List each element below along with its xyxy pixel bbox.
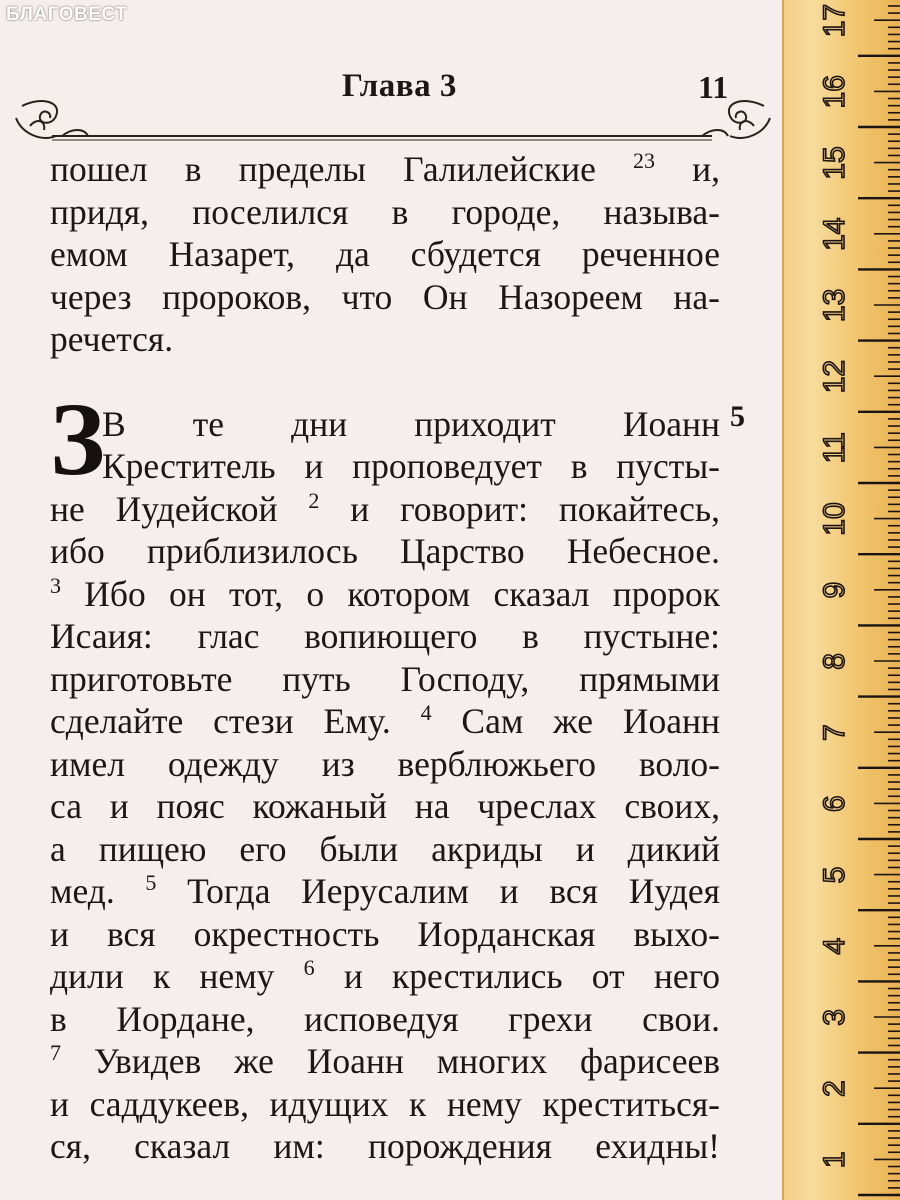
text-line: емом Назарет, да сбудется реченное <box>50 234 720 274</box>
verse-number: 3 <box>50 572 61 598</box>
text-line: приготовьте путь Господу, прямыми <box>50 658 720 699</box>
verse-number: 5 <box>145 870 157 895</box>
text-line: через пророков, что Он Назореем на- <box>50 276 720 317</box>
text-line: и вся окрестность Иорданская выхо- <box>50 913 720 954</box>
ruler-label: 1 <box>817 1151 851 1169</box>
text-line: $^3$ Ибо он тот, о котором сказал пророк <box>50 572 720 614</box>
ruler-label: 16 <box>817 75 851 109</box>
text-line: дили к нему $^6$ и крестились от него <box>50 955 720 996</box>
verse-number: 23 <box>632 148 655 173</box>
text-line: придя, поселился в городе, называ- <box>50 191 720 232</box>
ruler-label: 9 <box>817 581 851 599</box>
ruler-label: 5 <box>817 866 851 884</box>
text-line: в Иордане, исповедуя грехи свои. <box>50 998 720 1039</box>
ruler-label: 7 <box>817 724 851 741</box>
text-line: $^7$ Увидев же Иоанн многих фарисеев <box>50 1040 720 1081</box>
text-line: мед. $^5$ Тогда Иерусалим и вся Иудея <box>50 870 720 911</box>
ruler-label: 2 <box>817 1080 851 1097</box>
ruler-scale <box>784 0 900 1200</box>
ruler-label: 4 <box>817 937 851 955</box>
ruler-label: 10 <box>817 502 851 536</box>
text-line: не Иудейской $^2$ и говорит: покайтесь, <box>50 487 721 529</box>
text-line: имел одежду из верблюжьего воло- <box>50 743 720 784</box>
text-line: ся, сказал им: порождения ехидны! <box>50 1126 720 1166</box>
drop-cap: З <box>50 382 105 497</box>
verse-number: 6 <box>303 955 315 980</box>
text-line: Креститель и проповедует в пусты- <box>102 446 720 486</box>
ruler-label: 8 <box>817 653 851 670</box>
ruler-label: 3 <box>817 1009 851 1026</box>
ruler-label: 11 <box>817 432 851 464</box>
ruler-label: 13 <box>817 288 851 323</box>
text-line: са и пояс кожаный на чреслах своих, <box>50 786 720 826</box>
ruler-label: 6 <box>817 795 851 813</box>
ruler-label: 17 <box>817 3 851 38</box>
watermark: БЛАГОВЕСТ <box>6 4 128 25</box>
text-line: Исаия: глас вопиющего в пустыне: <box>50 616 720 656</box>
body-text <box>50 148 720 1168</box>
ruler-label: 15 <box>817 146 851 180</box>
verse-number: 4 <box>420 700 432 725</box>
measuring-ruler <box>782 0 900 1200</box>
text-line: а пищею его были акриды и дикий <box>50 828 720 869</box>
page-header <box>12 58 772 148</box>
ruler-label: 14 <box>817 217 851 251</box>
verse-number: 7 <box>50 1040 61 1065</box>
text-line: речется. <box>50 319 174 359</box>
ruler-label: 12 <box>817 359 851 394</box>
text-line: ибо приблизилось Царство Небесное. <box>50 531 720 571</box>
text-line: пошел в пределы Галилейские $^{23}$ и, <box>50 148 721 189</box>
text-line: сделайте стези Ему. $^4$ Сам же Иоанн <box>50 700 720 741</box>
text-line: В те дни приходит Иоанн <box>102 403 720 444</box>
chapter-margin-number: 5 <box>730 400 745 433</box>
page-number: 11 <box>698 69 729 105</box>
text-line: и саддукеев, идущих к нему креститься- <box>50 1083 720 1124</box>
ornament-rule-icon <box>12 88 772 148</box>
verse-number: 2 <box>308 487 320 513</box>
chapter-title: Глава 3 <box>342 68 457 104</box>
